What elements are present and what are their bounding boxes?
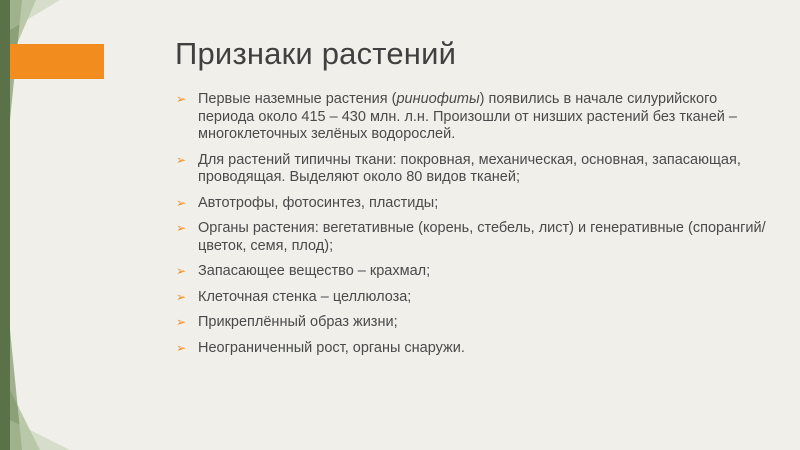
bullet-text-emphasis: риниофиты (396, 91, 480, 107)
bullet-item (176, 314, 766, 332)
bullet-text: Для растений типичны ткани: покровная, механическая, основная, запасающая, проводящая. Выделяют около 80 видов тканей; (198, 151, 741, 185)
arrow-bullet-icon: ➢ (176, 315, 187, 329)
arrow-bullet-icon: ➢ (176, 340, 187, 355)
arrow-bullet-icon: ➢ (176, 264, 187, 278)
bullet-text: Органы растения: вегетативные (корень, стебель, лист) и генеративные (спорангий/цветок, семя, плод); (198, 220, 766, 254)
arrow-bullet-icon: ➢ (176, 289, 187, 304)
arrow-bullet-icon: ➢ (176, 221, 187, 235)
bullet-list (176, 91, 766, 365)
bullet-text: Неограниченный рост, органы снаружи. (198, 339, 465, 356)
arrow-bullet-icon: ➢ (176, 152, 187, 167)
bullet-item (176, 289, 766, 307)
bullet-text: Прикреплённый образ жизни; (198, 314, 398, 330)
title-accent-block (10, 44, 104, 79)
bullet-item (176, 263, 766, 281)
bullet-item (176, 152, 766, 187)
arrow-bullet-icon: ➢ (176, 195, 187, 210)
bullet-text-part: ) появились в начале силурийского периода около 415 – 430 млн. л.н. Произошли от низших растений без тканей – многоклеточных зелёных водорослей. (198, 91, 737, 142)
bullet-text-part: Первые наземные растения ( (198, 91, 397, 107)
bullet-text: Клеточная стенка – целлюлоза; (198, 288, 412, 305)
bullet-item (176, 195, 766, 213)
bullet-text: Запасающее вещество – крахмал; (198, 263, 431, 279)
bullet-text (198, 91, 766, 144)
bullet-item (176, 340, 766, 358)
bullet-text: Автотрофы, фотосинтез, пластиды; (198, 194, 439, 211)
bullet-item (176, 91, 766, 144)
slide-title: Признаки растений (175, 36, 457, 71)
bullet-item (176, 220, 766, 255)
arrow-bullet-icon: ➢ (176, 92, 187, 106)
